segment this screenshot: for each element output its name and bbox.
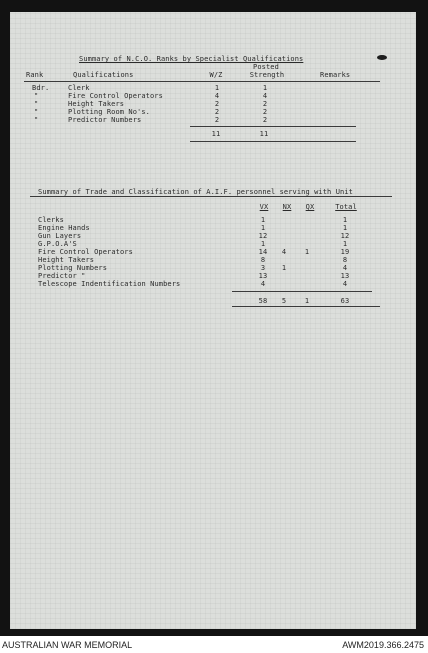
trade-total-rule-top <box>232 291 372 292</box>
trade-row-qx: 1 <box>304 248 310 256</box>
trade-total-vx: 58 <box>258 297 268 305</box>
trade-row-total: 13 <box>340 272 350 280</box>
nco-total-wz: 11 <box>211 130 221 138</box>
nco-row-strength: 4 <box>262 92 268 100</box>
nco-row-rank: " <box>34 116 39 124</box>
nco-row-wz: 4 <box>214 92 220 100</box>
trade-row-vx: 4 <box>260 280 266 288</box>
trade-row-name: Telescope Indentification Numbers <box>38 280 181 288</box>
nco-summary-title: Summary of N.C.O. Ranks by Specialist Qualifications <box>79 55 304 63</box>
nco-header-strength: Strength <box>249 71 285 79</box>
trade-row-total: 12 <box>340 232 350 240</box>
footer-institution: AUSTRALIAN WAR MEMORIAL <box>2 640 133 650</box>
trade-row-name: Gun Layers <box>38 232 82 240</box>
nco-row-wz: 2 <box>214 116 220 124</box>
nco-header-posted: Posted <box>253 63 279 71</box>
nco-row-qualification: Fire Control Operators <box>68 92 163 100</box>
nco-row-qualification: Predictor Numbers <box>68 116 142 124</box>
trade-row-name: Fire Control Operators <box>38 248 133 256</box>
trade-row-name: Plotting Numbers <box>38 264 108 272</box>
trade-total-rule-bottom <box>232 306 380 307</box>
nco-header-rank: Rank <box>26 71 44 79</box>
nco-header-qualifications: Qualifications <box>73 71 134 79</box>
trade-header-total: Total <box>335 203 357 211</box>
footer-accession-number: AWM2019.366.2475 <box>342 640 424 650</box>
nco-row-strength: 2 <box>262 116 268 124</box>
trade-total-qx: 1 <box>304 297 310 305</box>
trade-row-vx: 13 <box>258 272 268 280</box>
nco-row-rank: " <box>34 108 39 116</box>
trade-row-vx: 1 <box>260 240 266 248</box>
trade-row-total: 1 <box>342 216 348 224</box>
nco-header-wz: W/Z <box>209 71 223 79</box>
nco-row-rank: " <box>34 92 39 100</box>
trade-title-rule <box>30 196 392 197</box>
trade-row-name: Clerks <box>38 216 64 224</box>
nco-header-rule <box>24 81 380 82</box>
nco-row-strength: 2 <box>262 100 268 108</box>
nco-row-strength: 1 <box>262 84 268 92</box>
trade-row-name: G.P.O.A'S <box>38 240 77 248</box>
trade-row-name: Predictor " <box>38 272 86 280</box>
trade-row-nx: 1 <box>281 264 287 272</box>
nco-header-remarks: Remarks <box>320 71 351 79</box>
trade-total-nx: 5 <box>281 297 287 305</box>
nco-total-strength: 11 <box>259 130 269 138</box>
trade-summary-title: Summary of Trade and Classification of A.I.F. personnel serving with Unit <box>38 188 353 196</box>
nco-total-rule-bottom <box>190 141 356 142</box>
trade-header-qx: QX <box>305 203 315 211</box>
trade-row-vx: 3 <box>260 264 266 272</box>
nco-row-rank: Bdr. <box>32 84 50 92</box>
trade-row-vx: 1 <box>260 224 266 232</box>
trade-row-vx: 1 <box>260 216 266 224</box>
trade-row-total: 4 <box>342 264 348 272</box>
trade-row-total: 1 <box>342 240 348 248</box>
trade-row-vx: 8 <box>260 256 266 264</box>
nco-row-rank: " <box>34 100 39 108</box>
nco-row-qualification: Plotting Room No's. <box>68 108 150 116</box>
nco-row-strength: 2 <box>262 108 268 116</box>
nco-row-qualification: Clerk <box>68 84 90 92</box>
nco-row-qualification: Height Takers <box>68 100 125 108</box>
nco-row-wz: 2 <box>214 108 220 116</box>
trade-total-total: 63 <box>340 297 350 305</box>
trade-row-nx: 4 <box>281 248 287 256</box>
trade-row-vx: 12 <box>258 232 268 240</box>
nco-total-rule-top <box>190 126 356 127</box>
trade-row-name: Engine Hands <box>38 224 90 232</box>
trade-row-total: 8 <box>342 256 348 264</box>
punch-hole <box>377 55 387 60</box>
trade-header-vx: VX <box>259 203 269 211</box>
trade-row-name: Height Takers <box>38 256 95 264</box>
nco-row-wz: 2 <box>214 100 220 108</box>
trade-row-total: 19 <box>340 248 350 256</box>
trade-row-vx: 14 <box>258 248 268 256</box>
nco-row-wz: 1 <box>214 84 220 92</box>
trade-header-nx: NX <box>282 203 292 211</box>
trade-row-total: 1 <box>342 224 348 232</box>
trade-row-total: 4 <box>342 280 348 288</box>
